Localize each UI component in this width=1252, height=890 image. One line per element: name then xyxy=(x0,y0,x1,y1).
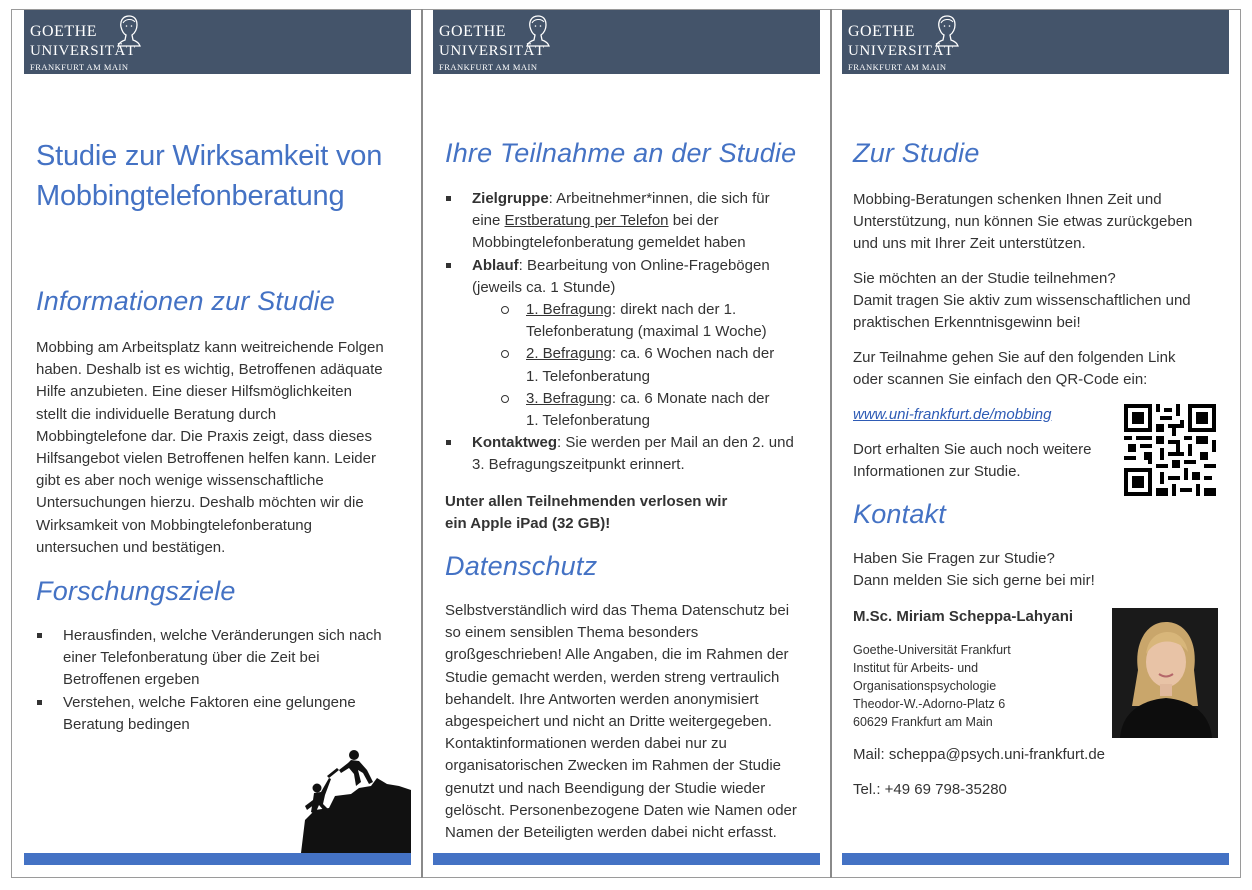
text: : Bearbeitung von Online-Fragebögen xyxy=(518,256,770,274)
info-paragraph xyxy=(36,337,411,559)
text-line: Informationen zur Studie. xyxy=(853,463,1021,481)
text-line: einer Telefonberatung über die Zeit bei xyxy=(63,649,320,667)
contact-mail[interactable]: Mail: scheppa@psych.uni-frankfurt.de xyxy=(853,746,1106,763)
text-line: ein Apple iPad (32 GB)! xyxy=(445,515,611,533)
text-line: Damit tragen Sie aktiv zum wissenschaftlichen und xyxy=(853,292,1191,310)
study-paragraph-2 xyxy=(853,268,1229,335)
underlined-text: 2. Befragung xyxy=(526,345,612,363)
info-heading: Informationen zur Studie xyxy=(36,286,335,316)
text-line: Theodor-W.-Adorno-Platz 6 xyxy=(853,697,1006,711)
list-item xyxy=(36,692,411,736)
portrait-photo xyxy=(1112,608,1218,738)
panel-left xyxy=(24,10,411,878)
text-line: Hilfe anzubieten. Eine dieser Hilfsmöglichkeiten xyxy=(36,383,352,401)
logo-line3: FRANKFURT AM MAIN xyxy=(439,62,538,72)
text-line xyxy=(472,188,820,210)
text-line: Mobbing am Arbeitsplatz kann weitreichende Folgen xyxy=(36,339,384,356)
goethe-portrait-icon xyxy=(114,13,144,47)
text: : Sie werden per Mail an den 2. und xyxy=(557,434,794,452)
label: Zielgruppe xyxy=(472,190,549,207)
text-line: behandelt. Ihre Antworten werden anonymisiert xyxy=(445,690,759,708)
title-line: Studie zur Wirksamkeit von xyxy=(36,140,383,172)
text-line: Dort erhalten Sie auch noch weitere xyxy=(853,441,1092,458)
contact-question xyxy=(853,548,1229,592)
logo-line3: FRANKFURT AM MAIN xyxy=(848,62,947,72)
text-line: Hilfsangebot vielen Betroffenen helfen kann. Leider xyxy=(36,450,376,468)
text-line: Namen der Beteiligten werden dabei nicht erfasst. xyxy=(445,824,777,842)
text-line: Kontaktinformationen werden dabei nur zu xyxy=(445,735,727,753)
logo-line3: FRANKFURT AM MAIN xyxy=(30,62,129,72)
text-line: Betroffenen ergeben xyxy=(63,671,200,689)
text-line: Haben Sie Fragen zur Studie? xyxy=(853,550,1055,567)
text-line: Beratung bedingen xyxy=(63,715,190,733)
text-line xyxy=(526,299,820,321)
goals-heading: Forschungsziele xyxy=(36,576,236,606)
participation-heading: Ihre Teilnahme an der Studie xyxy=(445,138,797,168)
header-bar xyxy=(24,10,411,74)
study-paragraph-3 xyxy=(853,347,1229,391)
privacy-paragraph xyxy=(445,600,820,844)
text-line xyxy=(526,388,820,410)
text: : direkt nach der 1. xyxy=(611,301,737,319)
sub-list-item xyxy=(445,299,820,343)
text-line: Selbstverständlich wird das Thema Datenschutz bei xyxy=(445,602,790,619)
text-line: stellt die individuelle Beratung durch xyxy=(36,405,277,423)
fold-line-1 xyxy=(421,9,423,878)
text: : ca. 6 Wochen nach der xyxy=(611,345,775,363)
list-item xyxy=(445,188,820,255)
privacy-heading: Datenschutz xyxy=(445,551,598,581)
text-line: oder scannen Sie einfach den QR-Code ein: xyxy=(853,371,1148,389)
text-line: praktischen Erkenntnisgewinn bei! xyxy=(853,314,1081,332)
logo-line1: GOETHE xyxy=(439,23,506,40)
panel-right xyxy=(842,10,1229,878)
text-line: 1. Telefonberatung xyxy=(526,367,650,385)
sub-list-item xyxy=(445,343,820,387)
text-line: Goethe-Universität Frankfurt xyxy=(853,643,1011,657)
goals-list xyxy=(36,625,411,736)
university-logo xyxy=(439,14,557,70)
underlined-text: Erstberatung per Telefon xyxy=(504,212,669,230)
study-heading: Zur Studie xyxy=(853,138,980,168)
underlined-text: 3. Befragung xyxy=(526,389,612,407)
footer-bar xyxy=(433,853,820,865)
logo-line2: UNIVERSITÄT xyxy=(30,43,136,59)
panel-middle xyxy=(433,10,820,878)
text-line: großgeschrieben! Alle Angaben, die im Rahmen der xyxy=(445,646,789,664)
logo-line1: GOETHE xyxy=(848,23,915,40)
text-line: Studie gemacht werden, werden streng vertraulich xyxy=(445,668,780,686)
text-line: Unterstützung, nun können Sie etwas zurückgeben xyxy=(853,213,1193,231)
text-line: Institut für Arbeits- und xyxy=(853,661,979,675)
contact-name: M.Sc. Miriam Scheppa-Lahyani xyxy=(853,608,1074,625)
contact-heading: Kontakt xyxy=(853,499,946,529)
text-line: und uns mit Ihrer Zeit unterstützen. xyxy=(853,235,1086,253)
text-line: so einem sensiblen Thema besonders xyxy=(445,624,699,642)
text-line: Mobbingtelefone dar. Die Praxis zeigt, dass dieses xyxy=(36,427,373,445)
label: Ablauf xyxy=(472,256,519,274)
text-line: Zur Teilnahme gehen Sie auf den folgenden Link xyxy=(853,349,1176,366)
study-link[interactable]: www.uni-frankfurt.de/mobbing xyxy=(853,406,1052,423)
text: : ca. 6 Monate nach der xyxy=(611,389,770,407)
footer-bar xyxy=(24,853,411,865)
text-line: 3. Befragungszeitpunkt erinnert. xyxy=(472,456,685,474)
text-line: 1. Telefonberatung xyxy=(526,412,650,430)
text: eine xyxy=(472,212,505,230)
text: bei der xyxy=(668,212,719,230)
study-paragraph-1 xyxy=(853,189,1229,256)
list-item xyxy=(445,255,820,433)
list-item xyxy=(445,432,820,476)
text-line xyxy=(472,432,820,454)
logo-line2: UNIVERSITÄT xyxy=(848,43,954,59)
text-line xyxy=(472,255,820,277)
fold-line-2 xyxy=(830,9,832,878)
text-line: 60629 Frankfurt am Main xyxy=(853,715,993,729)
text-line: genutzt und nach Beendigung der Studie wieder xyxy=(445,779,766,797)
text-line: Unter allen Teilnehmenden verlosen wir xyxy=(445,493,728,510)
text-line xyxy=(526,343,820,365)
climbers-silhouette-image xyxy=(301,748,411,853)
contact-phone[interactable]: Tel.: +49 69 798-35280 xyxy=(853,781,1007,798)
text-line: Organisationspsychologie xyxy=(853,679,997,693)
sub-list-item xyxy=(445,388,820,432)
text-line: (jeweils ca. 1 Stunde) xyxy=(472,278,616,296)
text-line: abgespeichert und nicht an Dritte weitergegeben. xyxy=(445,713,772,731)
qr-code-icon[interactable] xyxy=(1124,404,1216,496)
raffle-text xyxy=(445,491,820,535)
text: : Arbeitnehmer*innen, die sich für xyxy=(548,190,770,207)
header-bar xyxy=(433,10,820,74)
study-paragraph-4 xyxy=(853,439,1123,483)
logo-line2: UNIVERSITÄT xyxy=(439,43,545,59)
university-logo xyxy=(30,14,148,70)
text-line: Herausfinden, welche Veränderungen sich nach xyxy=(63,627,382,644)
logo-line1: GOETHE xyxy=(30,23,97,40)
goethe-portrait-icon xyxy=(523,13,553,47)
text-line: Dann melden Sie sich gerne bei mir! xyxy=(853,572,1095,590)
title-line: Mobbingtelefonberatung xyxy=(36,180,345,212)
text-line: haben. Deshalb ist es wichtig, Betroffenen adäquate xyxy=(36,361,383,379)
text-line: Untersuchungen hierzu. Deshalb möchten wir die xyxy=(36,494,364,512)
text-line: Telefonberatung (maximal 1 Woche) xyxy=(526,323,767,341)
list-item xyxy=(36,625,411,692)
university-logo xyxy=(848,14,966,70)
text-line: Sie möchten an der Studie teilnehmen? xyxy=(853,270,1116,287)
text-line xyxy=(472,210,820,232)
text-line: gelöscht. Personenbezogene Daten wie Namen oder xyxy=(445,801,797,819)
text-line: Wirksamkeit von Mobbingtelefonberatung xyxy=(36,516,312,534)
text-line: untersuchen und bestätigen. xyxy=(36,538,226,556)
participation-list xyxy=(445,188,820,477)
text-line: Mobbingtelefonberatung gemeldet haben xyxy=(472,234,746,252)
label: Kontaktweg xyxy=(472,434,558,452)
contact-address xyxy=(853,641,1103,731)
footer-bar xyxy=(842,853,1229,865)
main-title xyxy=(36,136,411,216)
text-line: Mobbing-Beratungen schenken Ihnen Zeit und xyxy=(853,191,1162,208)
text-line: organisatorischen Zwecken im Rahmen der Studie xyxy=(445,757,781,775)
header-bar xyxy=(842,10,1229,74)
text-line: gibt es aber noch wenige wissenschaftliche xyxy=(36,472,324,490)
text-line: Verstehen, welche Faktoren eine gelungene xyxy=(63,693,356,711)
goethe-portrait-icon xyxy=(932,13,962,47)
underlined-text: 1. Befragung xyxy=(526,301,612,319)
